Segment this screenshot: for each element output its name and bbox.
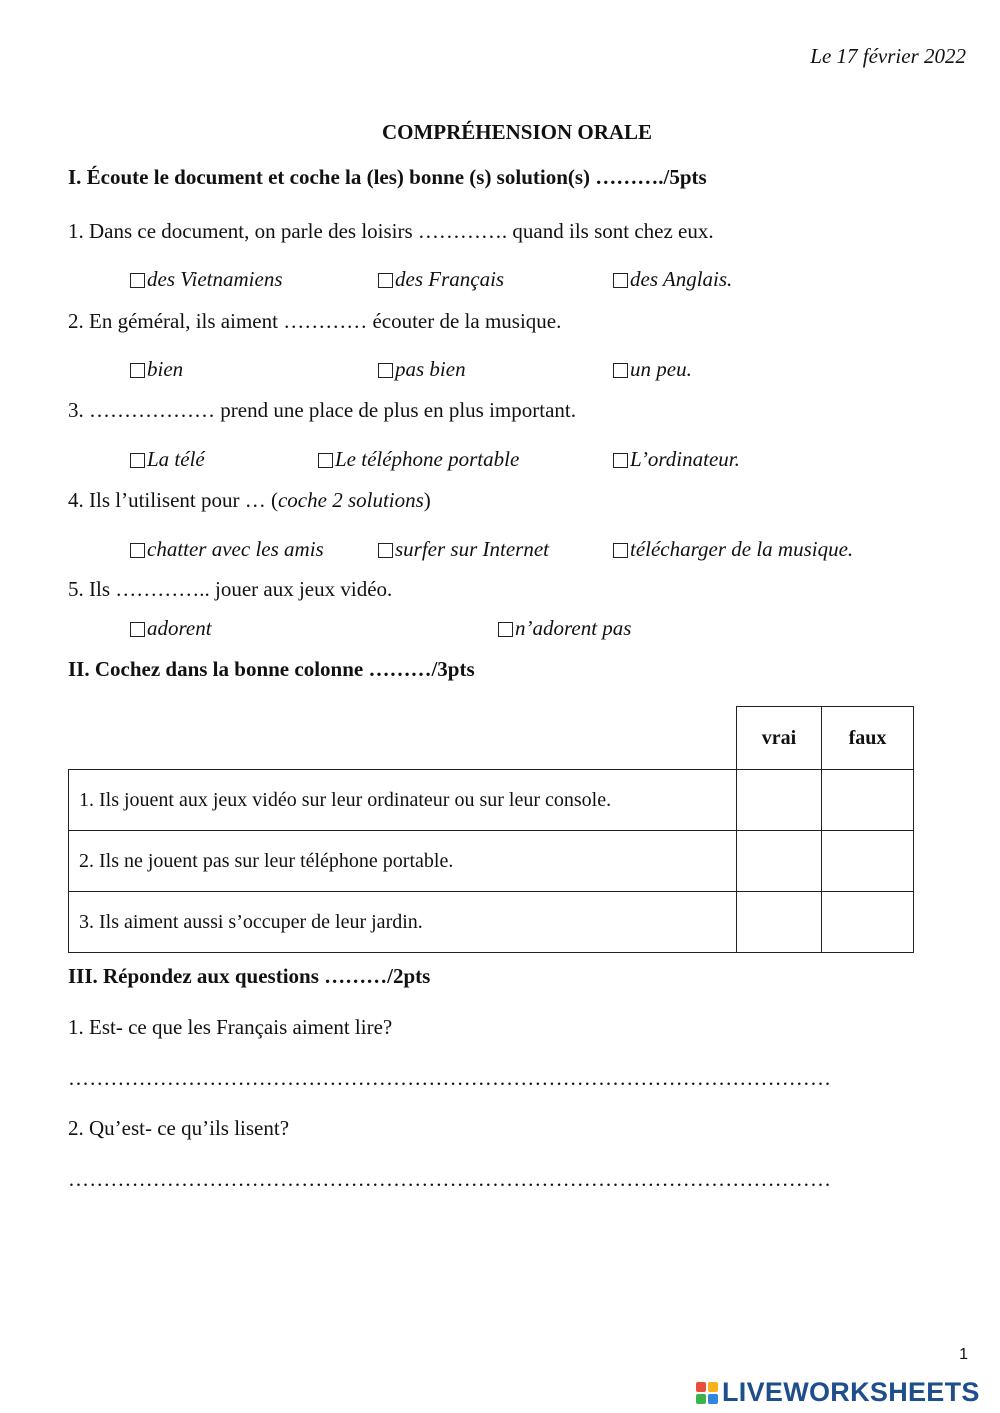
checkbox[interactable] — [378, 543, 393, 558]
question-3-1: 1. Est- ce que les Français aiment lire? — [68, 1015, 393, 1039]
checkbox[interactable] — [130, 273, 145, 288]
true-false-table — [68, 706, 914, 953]
checkbox[interactable] — [613, 453, 628, 468]
checkbox[interactable] — [613, 543, 628, 558]
table-row — [69, 770, 914, 831]
q3-option-2[interactable]: Le téléphone portable — [318, 447, 519, 472]
checkbox[interactable] — [130, 622, 145, 637]
q4-option-1[interactable]: chatter avec les amis — [130, 537, 324, 562]
answer-line-1[interactable]: ……………………………………………………………………………………………… — [68, 1066, 832, 1090]
column-vrai: vrai — [737, 707, 822, 770]
q1-option-1[interactable]: des Vietnamiens — [130, 267, 283, 292]
q4-option-2[interactable]: surfer sur Internet — [378, 537, 549, 562]
table-row — [69, 892, 914, 953]
q2-option-1[interactable]: bien — [130, 357, 183, 382]
statement: 2. Ils ne jouent pas sur leur téléphone portable. — [69, 831, 737, 892]
statement: 1. Ils jouent aux jeux vidéo sur leur ordinateur ou sur leur console. — [69, 770, 737, 831]
checkbox[interactable] — [613, 363, 628, 378]
checkbox[interactable] — [613, 273, 628, 288]
q5-option-1[interactable]: adorent — [130, 616, 212, 641]
q3-option-3[interactable]: L’ordinateur. — [613, 447, 740, 472]
question-2: 2. En géméral, ils aiment ………… écouter de la musique. — [68, 309, 562, 333]
table-header-row — [69, 707, 914, 770]
checkbox[interactable] — [130, 543, 145, 558]
section-2-heading: II. Cochez dans la bonne colonne ………/3pts — [68, 657, 475, 681]
checkbox[interactable] — [318, 453, 333, 468]
q1-option-3[interactable]: des Anglais. — [613, 267, 732, 292]
checkbox[interactable] — [498, 622, 513, 637]
question-5: 5. Ils ………….. jouer aux jeux vidéo. — [68, 577, 393, 601]
question-1: 1. Dans ce document, on parle des loisirs …………. quand ils sont chez eux. — [68, 219, 714, 243]
page-title: COMPRÉHENSION ORALE — [381, 120, 653, 144]
faux-cell[interactable] — [822, 892, 914, 953]
column-faux: faux — [822, 707, 914, 770]
question-3: 3. ……………… prend une place de plus en plus important. — [68, 398, 576, 422]
statement: 3. Ils aiment aussi s’occuper de leur jardin. — [69, 892, 737, 953]
q5-option-2[interactable]: n’adorent pas — [498, 616, 631, 641]
page-number: 1 — [959, 1346, 968, 1363]
checkbox[interactable] — [378, 273, 393, 288]
faux-cell[interactable] — [822, 770, 914, 831]
liveworksheets-logo — [696, 1377, 980, 1408]
answer-line-2[interactable]: ……………………………………………………………………………………………… — [68, 1167, 832, 1191]
date: Le 17 février 2022 — [810, 44, 966, 68]
q2-option-2[interactable]: pas bien — [378, 357, 466, 382]
vrai-cell[interactable] — [737, 770, 822, 831]
table-row — [69, 831, 914, 892]
question-4: 4. Ils l’utilisent pour … (coche 2 solutions) — [68, 488, 431, 512]
q2-option-3[interactable]: un peu. — [613, 357, 692, 382]
checkbox[interactable] — [130, 453, 145, 468]
checkbox[interactable] — [378, 363, 393, 378]
q4-option-3[interactable]: télécharger de la musique. — [613, 537, 853, 562]
section-3-heading: III. Répondez aux questions ………/2pts — [68, 964, 431, 988]
logo-icon — [696, 1382, 718, 1404]
q3-option-1[interactable]: La télé — [130, 447, 205, 472]
vrai-cell[interactable] — [737, 831, 822, 892]
section-1-heading: I. Écoute le document et coche la (les) bonne (s) solution(s) ………./5pts — [68, 165, 707, 189]
checkbox[interactable] — [130, 363, 145, 378]
vrai-cell[interactable] — [737, 892, 822, 953]
question-3-2: 2. Qu’est- ce qu’ils lisent? — [68, 1116, 290, 1140]
faux-cell[interactable] — [822, 831, 914, 892]
q1-option-2[interactable]: des Français — [378, 267, 504, 292]
brand-name: LIVEWORKSHEETS — [722, 1377, 980, 1407]
